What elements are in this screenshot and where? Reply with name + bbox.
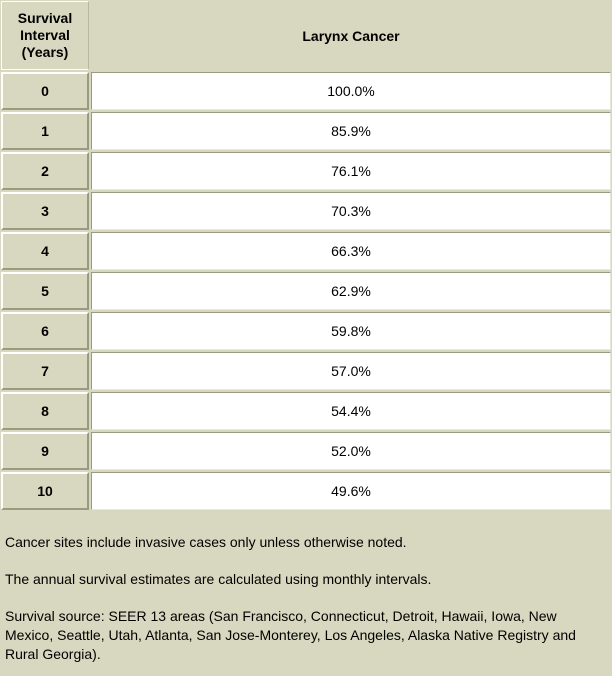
survival-value-cell: 76.1% — [91, 152, 611, 190]
survival-interval-header — [1, 1, 89, 70]
year-cell: 3 — [1, 192, 89, 230]
larynx-cancer-header: Larynx Cancer — [91, 1, 611, 70]
year-cell: 8 — [1, 392, 89, 430]
table-row — [1, 152, 611, 190]
survival-value-cell: 100.0% — [91, 72, 611, 110]
header-line: Survival — [17, 10, 73, 26]
survival-value-cell: 70.3% — [91, 192, 611, 230]
table-row — [1, 312, 611, 350]
table-row — [1, 72, 611, 110]
year-cell: 2 — [1, 152, 89, 190]
year-cell: 5 — [1, 272, 89, 310]
header-line: Interval — [20, 27, 70, 43]
survival-value-cell: 57.0% — [91, 352, 611, 390]
table-row — [1, 232, 611, 270]
table-row — [1, 432, 611, 470]
table-row — [1, 272, 611, 310]
year-cell: 10 — [1, 472, 89, 510]
table-row — [1, 112, 611, 150]
table-row — [1, 392, 611, 430]
table-row — [1, 192, 611, 230]
table-row — [1, 472, 611, 510]
year-cell: 7 — [1, 352, 89, 390]
survival-value-cell: 62.9% — [91, 272, 611, 310]
invasive-cases-note: Cancer sites include invasive cases only unless otherwise noted. — [5, 534, 407, 550]
survival-value-cell: 59.8% — [91, 312, 611, 350]
year-cell: 9 — [1, 432, 89, 470]
survival-source-note: Survival source: SEER 13 areas (San Francisco, Connecticut, Detroit, Hawaii, Iowa, New Mexico, Seattle, Utah, Atlanta, San Jose-Monterey, Los Angeles, Alaska Native Registry and Rural Georgia). — [5, 608, 576, 662]
footnotes — [5, 533, 607, 664]
year-cell: 6 — [1, 312, 89, 350]
table-header-row — [1, 1, 611, 70]
header-line: (Years) — [21, 44, 69, 60]
survival-value-cell: 66.3% — [91, 232, 611, 270]
table-row — [1, 352, 611, 390]
survival-value-cell: 54.4% — [91, 392, 611, 430]
survival-value-cell: 52.0% — [91, 432, 611, 470]
survival-value-cell: 49.6% — [91, 472, 611, 510]
year-cell: 0 — [1, 72, 89, 110]
year-cell: 4 — [1, 232, 89, 270]
survival-value-cell: 85.9% — [91, 112, 611, 150]
monthly-intervals-note: The annual survival estimates are calculated using monthly intervals. — [5, 571, 432, 587]
year-cell: 1 — [1, 112, 89, 150]
